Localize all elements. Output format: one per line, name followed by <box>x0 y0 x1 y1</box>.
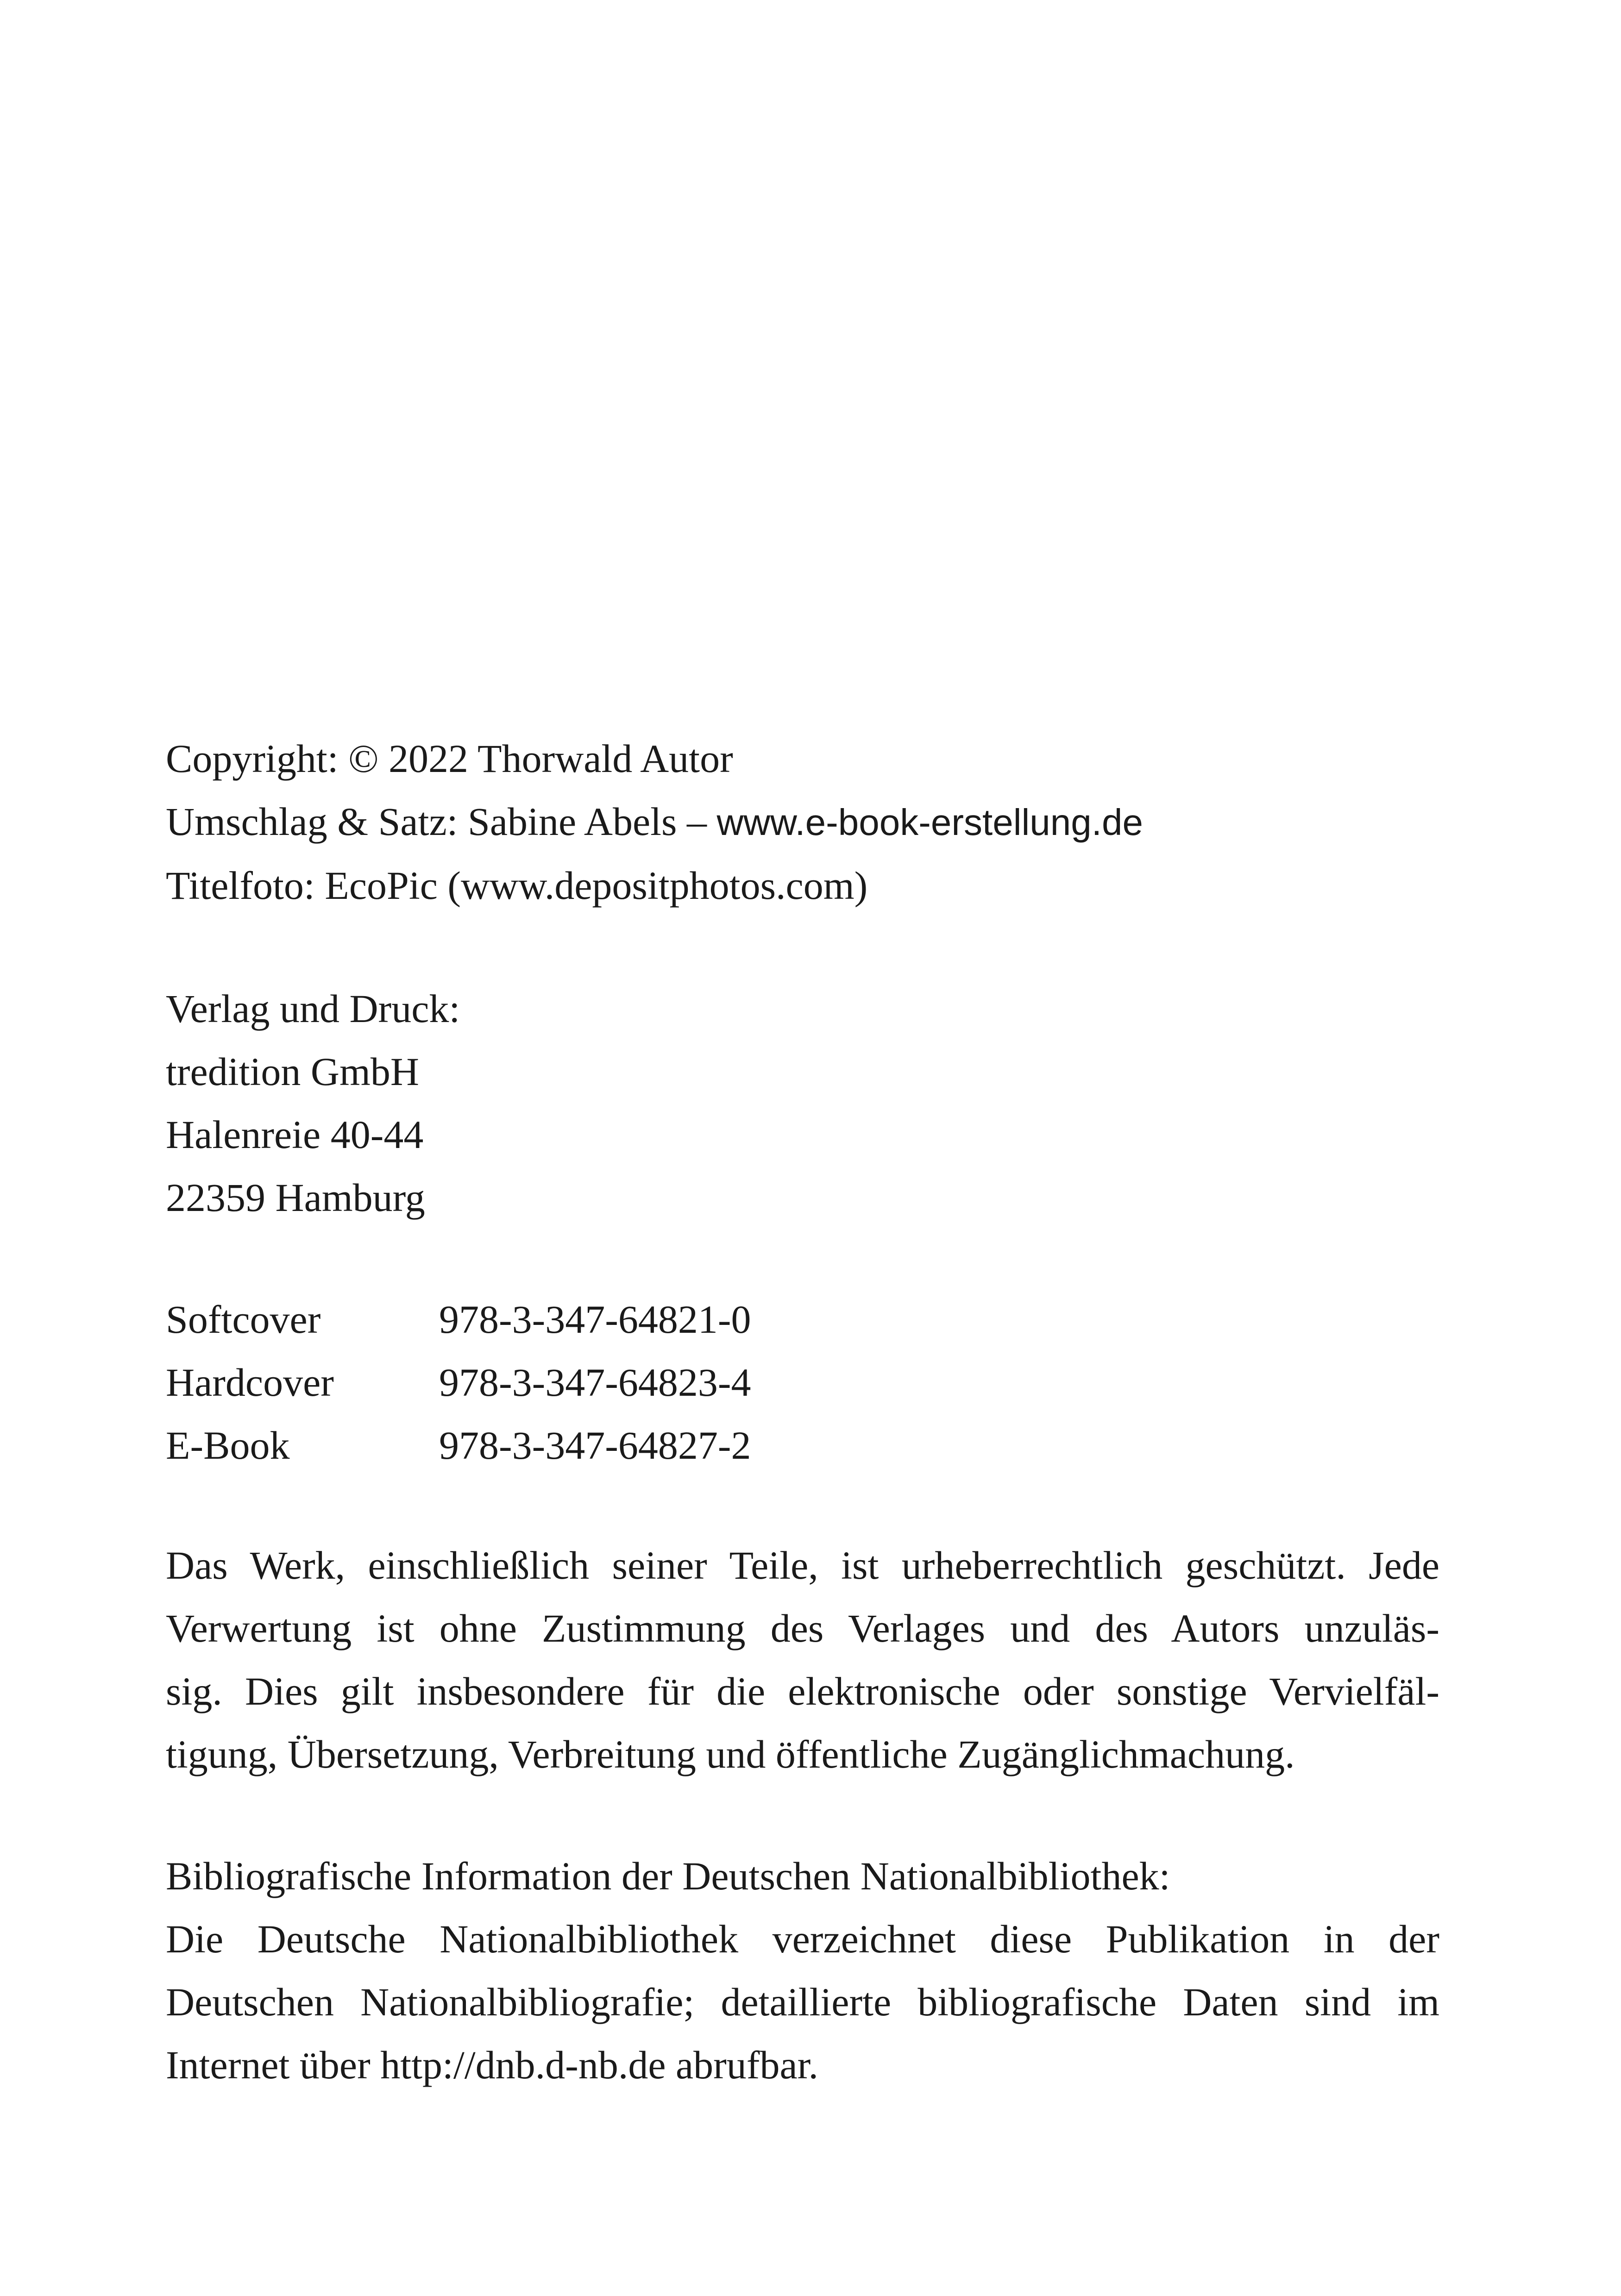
isbn-row <box>166 1414 751 1477</box>
publisher-heading: Verlag und Druck: <box>166 986 460 1031</box>
isbn-row <box>166 1288 751 1351</box>
bibliographic-line: Die Deutsche Nationalbibliothek verzeichnet diese Publikation in der <box>166 1917 1439 1961</box>
publisher-block <box>166 977 460 1229</box>
cover-credit-text: Umschlag & Satz: Sabine Abels – <box>166 799 717 844</box>
credits-block <box>166 727 1143 917</box>
cover-credit-url: www.e-book-erstellung.de <box>716 802 1143 843</box>
publisher-name: tredition GmbH <box>166 1049 419 1094</box>
isbn-format: Softcover <box>166 1297 321 1342</box>
bibliographic-line: Internet über http://dnb.d-nb.de abrufbar. <box>166 2043 819 2087</box>
bibliographic-line: Deutschen Nationalbibliografie; detaillierte bibliografische Daten sind im <box>166 1980 1439 2024</box>
copyright-line: Copyright: © 2022 Thorwald Autor <box>166 736 733 781</box>
bibliographic-heading: Bibliografische Information der Deutschen Nationalbibliothek: <box>166 1854 1170 1898</box>
isbn-format: E-Book <box>166 1423 290 1468</box>
isbn-row <box>166 1351 751 1414</box>
photo-credit-line: Titelfoto: EcoPic (www.depositphotos.com) <box>166 863 868 908</box>
isbn-number: 978-3-347-64823-4 <box>439 1360 751 1405</box>
copyright-notice-line: Verwertung ist ohne Zustimmung des Verlages und des Autors unzuläs- <box>166 1606 1439 1650</box>
isbn-format: Hardcover <box>166 1360 334 1405</box>
bibliographic-info <box>166 1844 1439 2096</box>
copyright-notice-line: sig. Dies gilt insbesondere für die elektronische oder sonstige Vervielfäl- <box>166 1669 1439 1713</box>
copyright-notice-line: Das Werk, einschließlich seiner Teile, ist urheberrechtlich geschützt. Jede <box>166 1543 1439 1587</box>
isbn-number: 978-3-347-64827-2 <box>439 1423 751 1468</box>
copyright-notice-line: tigung, Übersetzung, Verbreitung und öffentliche Zugänglichmachung. <box>166 1732 1295 1776</box>
copyright-notice <box>166 1534 1439 1786</box>
cover-credit-line <box>166 790 1143 854</box>
isbn-table <box>166 1288 751 1477</box>
publisher-city: 22359 Hamburg <box>166 1175 425 1220</box>
publisher-street: Halenreie 40-44 <box>166 1112 424 1157</box>
isbn-number: 978-3-347-64821-0 <box>439 1297 751 1342</box>
